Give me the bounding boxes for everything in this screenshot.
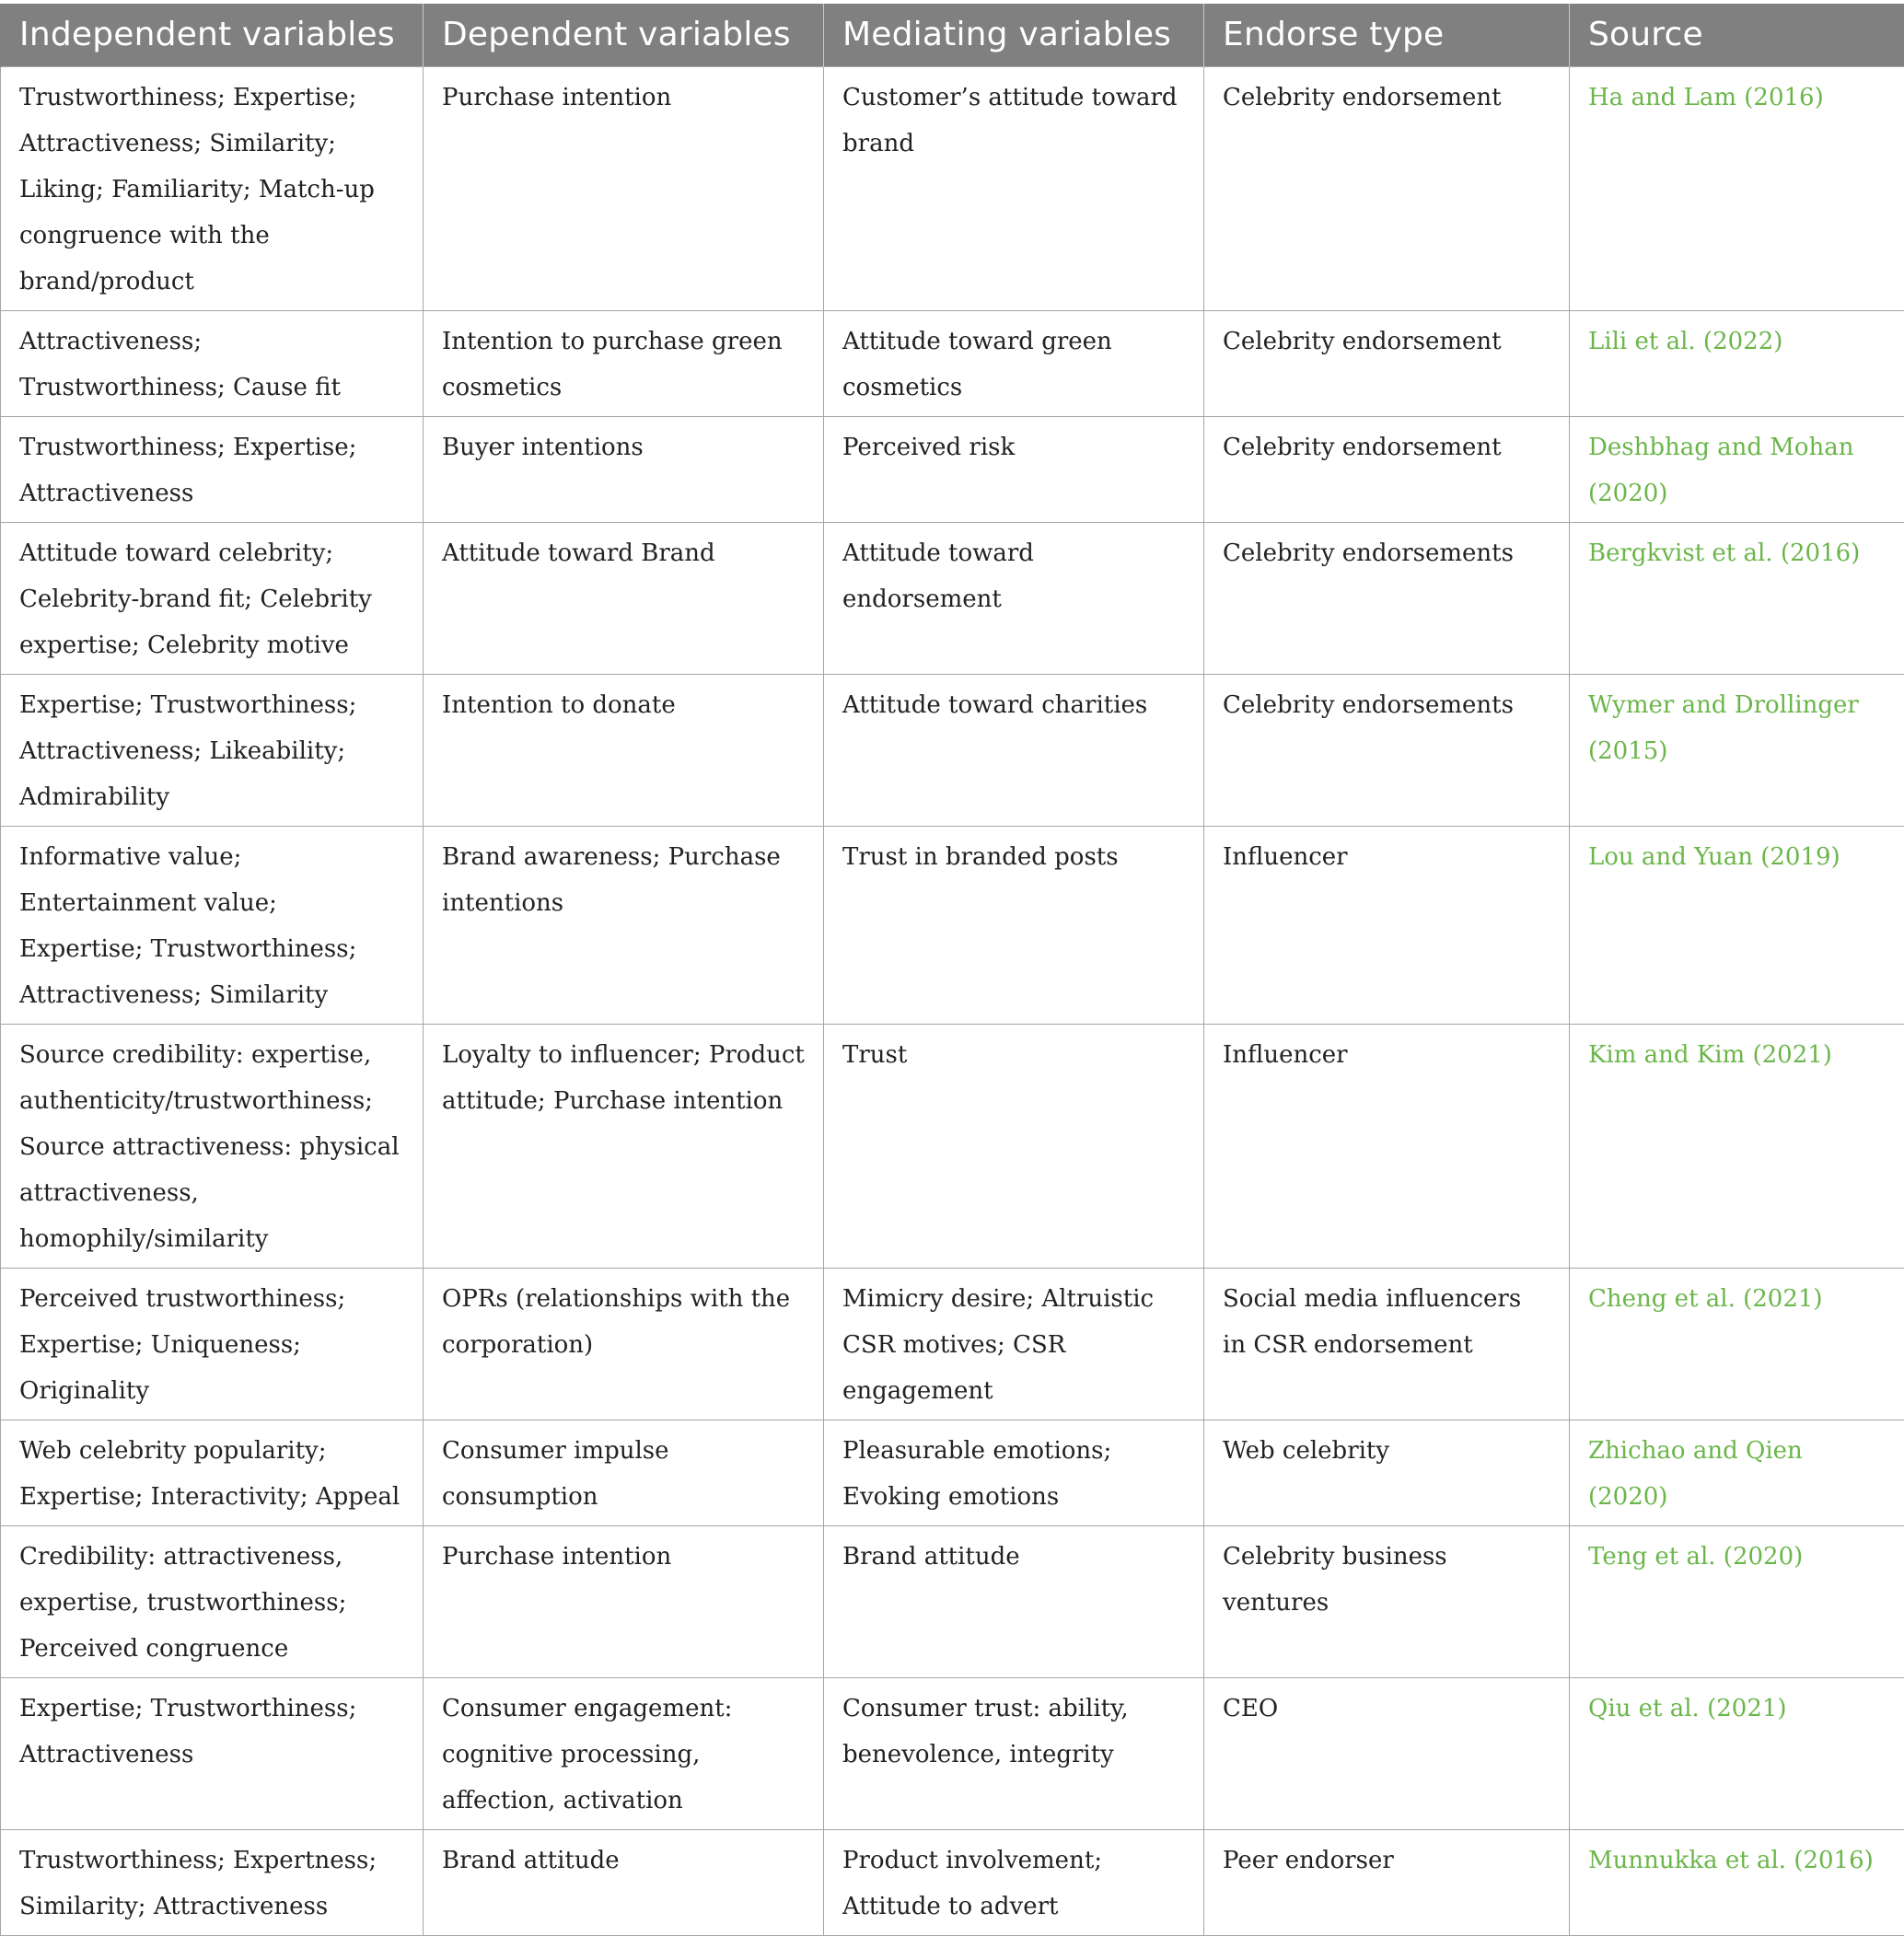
source-link[interactable]: Ha and Lam (2016) [1570, 66, 1904, 310]
cell-mediating: Trust [824, 1024, 1204, 1268]
cell-endorse-type: Web celebrity [1204, 1420, 1570, 1525]
source-link[interactable]: Lou and Yuan (2019) [1570, 826, 1904, 1024]
header-endorse-type: Endorse type [1204, 4, 1570, 66]
cell-dependent: Consumer engagement: cognitive processing, affection, activation [424, 1677, 824, 1829]
cell-independent: Informative value; Entertainment value; Expertise; Trustworthiness; Attractiveness; Similarity [1, 826, 424, 1024]
table-row [1, 522, 1904, 674]
cell-endorse-type: Peer endorser [1204, 1829, 1570, 1935]
cell-dependent: Consumer impulse consumption [424, 1420, 824, 1525]
cell-independent: Expertise; Trustworthiness; Attractiveness; Likeability; Admirability [1, 674, 424, 826]
cell-endorse-type: Celebrity endorsement [1204, 416, 1570, 522]
table-row [1, 1420, 1904, 1525]
header-source: Source [1570, 4, 1904, 66]
cell-independent: Attractiveness; Trustworthiness; Cause fit [1, 310, 424, 416]
source-link[interactable]: Lili et al. (2022) [1570, 310, 1904, 416]
cell-mediating: Trust in branded posts [824, 826, 1204, 1024]
endorsement-studies-table-container [0, 4, 1904, 1936]
cell-independent: Source credibility: expertise, authenticity/trustworthiness; Source attractiveness: physical attractiveness, homophily/similarity [1, 1024, 424, 1268]
cell-mediating: Customer’s attitude toward brand [824, 66, 1204, 310]
cell-mediating: Consumer trust: ability, benevolence, integrity [824, 1677, 1204, 1829]
table-row [1, 826, 1904, 1024]
cell-mediating: Product involvement; Attitude to advert [824, 1829, 1204, 1935]
cell-mediating: Pleasurable emotions; Evoking emotions [824, 1420, 1204, 1525]
cell-endorse-type: Influencer [1204, 1024, 1570, 1268]
cell-endorse-type: Celebrity business ventures [1204, 1525, 1570, 1677]
header-mediating-variables: Mediating variables [824, 4, 1204, 66]
cell-dependent: Purchase intention [424, 1525, 824, 1677]
table-header [1, 4, 1904, 66]
table-row [1, 1268, 1904, 1420]
cell-independent: Trustworthiness; Expertise; Attractiveness; Similarity; Liking; Familiarity; Match-up congruence with the brand/product [1, 66, 424, 310]
table-row [1, 1024, 1904, 1268]
cell-mediating: Mimicry desire; Altruistic CSR motives; CSR engagement [824, 1268, 1204, 1420]
cell-dependent: Attitude toward Brand [424, 522, 824, 674]
cell-independent: Perceived trustworthiness; Expertise; Uniqueness; Originality [1, 1268, 424, 1420]
cell-dependent: OPRs (relationships with the corporation) [424, 1268, 824, 1420]
cell-endorse-type: Social media influencers in CSR endorsement [1204, 1268, 1570, 1420]
table-row [1, 416, 1904, 522]
header-independent-variables: Independent variables [1, 4, 424, 66]
cell-dependent: Brand attitude [424, 1829, 824, 1935]
cell-endorse-type: Celebrity endorsement [1204, 66, 1570, 310]
cell-independent: Expertise; Trustworthiness; Attractiveness [1, 1677, 424, 1829]
table-row [1, 66, 1904, 310]
cell-endorse-type: CEO [1204, 1677, 1570, 1829]
table-row [1, 1677, 1904, 1829]
cell-endorse-type: Influencer [1204, 826, 1570, 1024]
table-row [1, 674, 1904, 826]
source-link[interactable]: Bergkvist et al. (2016) [1570, 522, 1904, 674]
cell-independent: Trustworthiness; Expertness; Similarity; Attractiveness [1, 1829, 424, 1935]
cell-mediating: Attitude toward charities [824, 674, 1204, 826]
cell-independent: Web celebrity popularity; Expertise; Interactivity; Appeal [1, 1420, 424, 1525]
header-dependent-variables: Dependent variables [424, 4, 824, 66]
source-link[interactable]: Cheng et al. (2021) [1570, 1268, 1904, 1420]
cell-mediating: Attitude toward endorsement [824, 522, 1204, 674]
endorsement-studies-table [0, 4, 1904, 1936]
source-link[interactable]: Qiu et al. (2021) [1570, 1677, 1904, 1829]
source-link[interactable]: Kim and Kim (2021) [1570, 1024, 1904, 1268]
cell-dependent: Purchase intention [424, 66, 824, 310]
cell-dependent: Loyalty to influencer; Product attitude; Purchase intention [424, 1024, 824, 1268]
cell-dependent: Brand awareness; Purchase intentions [424, 826, 824, 1024]
cell-endorse-type: Celebrity endorsement [1204, 310, 1570, 416]
cell-dependent: Intention to purchase green cosmetics [424, 310, 824, 416]
table-row [1, 310, 1904, 416]
cell-mediating: Attitude toward green cosmetics [824, 310, 1204, 416]
cell-independent: Trustworthiness; Expertise; Attractiveness [1, 416, 424, 522]
cell-mediating: Perceived risk [824, 416, 1204, 522]
cell-dependent: Buyer intentions [424, 416, 824, 522]
cell-endorse-type: Celebrity endorsements [1204, 522, 1570, 674]
source-link[interactable]: Wymer and Drollinger (2015) [1570, 674, 1904, 826]
source-link[interactable]: Zhichao and Qien (2020) [1570, 1420, 1904, 1525]
source-link[interactable]: Munnukka et al. (2016) [1570, 1829, 1904, 1935]
cell-mediating: Brand attitude [824, 1525, 1204, 1677]
cell-dependent: Intention to donate [424, 674, 824, 826]
cell-independent: Attitude toward celebrity; Celebrity-brand fit; Celebrity expertise; Celebrity motive [1, 522, 424, 674]
table-row [1, 1829, 1904, 1935]
source-link[interactable]: Teng et al. (2020) [1570, 1525, 1904, 1677]
table-row [1, 1525, 1904, 1677]
header-row [1, 4, 1904, 66]
cell-endorse-type: Celebrity endorsements [1204, 674, 1570, 826]
source-link[interactable]: Deshbhag and Mohan (2020) [1570, 416, 1904, 522]
cell-independent: Credibility: attractiveness, expertise, trustworthiness; Perceived congruence [1, 1525, 424, 1677]
table-body [1, 66, 1904, 1935]
